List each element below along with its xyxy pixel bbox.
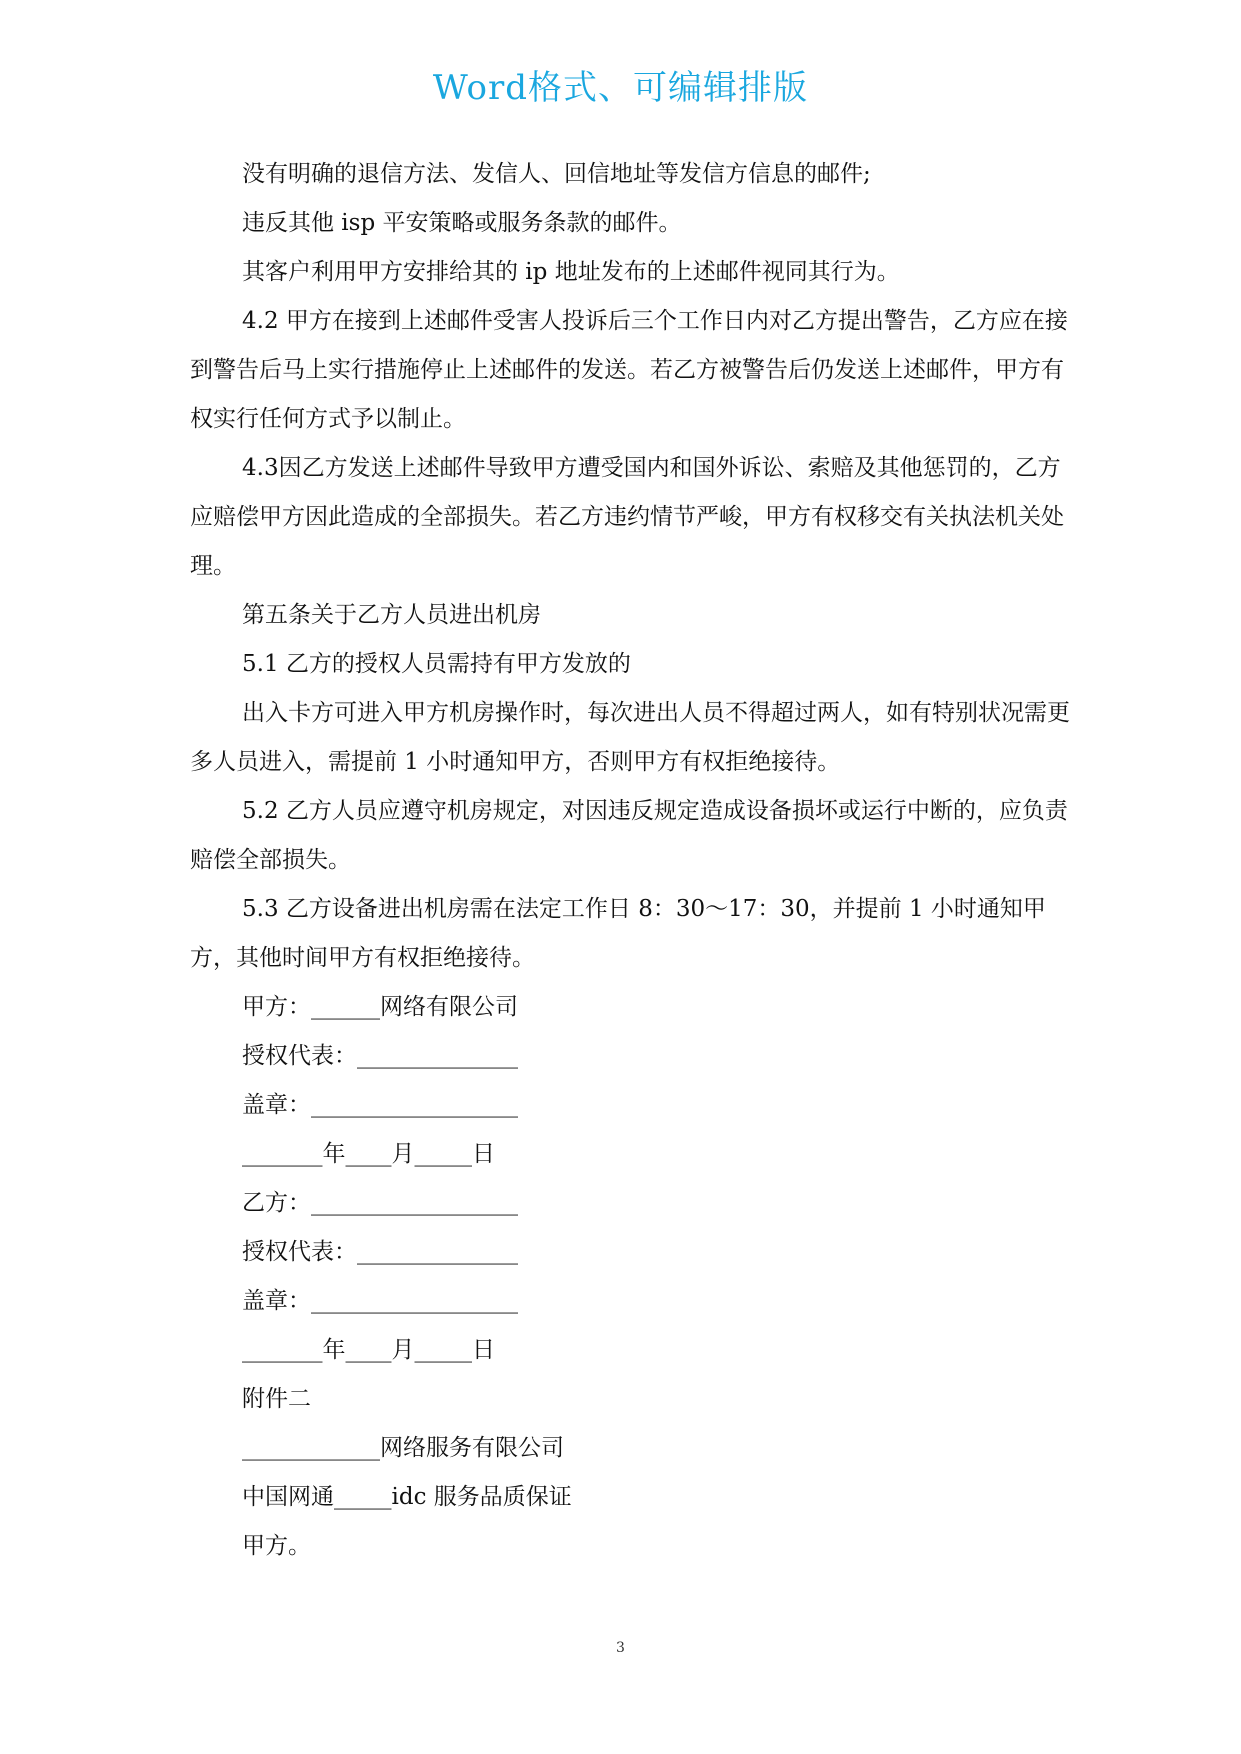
document-paragraph: 授权代表：______________ [242, 1239, 518, 1265]
document-paragraph: 授权代表：______________ [242, 1043, 518, 1069]
document-paragraph: 盖章：__________________ [242, 1288, 518, 1314]
page-header-title: Word格式、可编辑排版 [432, 68, 809, 108]
document-paragraph: _______年____月_____日 [242, 1337, 495, 1363]
document-paragraph: 盖章：__________________ [242, 1092, 518, 1118]
document-paragraph: 甲方：______网络有限公司 [242, 994, 518, 1020]
document-paragraph: 第五条关于乙方人员进出机房 [242, 602, 541, 628]
document-paragraph: 附件二 [242, 1386, 311, 1412]
document-paragraph: 乙方：__________________ [242, 1190, 518, 1216]
document-paragraph: 5.2 乙方人员应遵守机房规定，对因违反规定造成设备损坏或运行中断的，应负责赔偿全部损失。 [190, 798, 1068, 873]
document-paragraph: 5.1 乙方的授权人员需持有甲方发放的 [242, 651, 631, 677]
document-paragraph: 4.3因乙方发送上述邮件导致甲方遭受国内和国外诉讼、索赔及其他惩罚的，乙方应赔偿甲方因此造成的全部损失。若乙方违约情节严峻，甲方有权移交有关执法机关处理。 [190, 455, 1064, 579]
document-paragraph: 5.3 乙方设备进出机房需在法定工作日 8：30～17：30，并提前 1 小时通知甲方，其他时间甲方有权拒绝接待。 [190, 896, 1046, 971]
document-paragraph: 甲方。 [242, 1533, 311, 1559]
document-paragraph: 没有明确的退信方法、发信人、回信地址等发信方信息的邮件; [242, 161, 871, 187]
document-paragraph: ____________网络服务有限公司 [242, 1435, 564, 1461]
document-paragraph: 中国网通_____idc 服务品质保证 [242, 1484, 572, 1510]
document-paragraph: 4.2 甲方在接到上述邮件受害人投诉后三个工作日内对乙方提出警告，乙方应在接到警告后马上实行措施停止上述邮件的发送。若乙方被警告后仍发送上述邮件，甲方有权实行任何方式予以制止。 [190, 308, 1068, 432]
document-paragraph: 出入卡方可进入甲方机房操作时，每次进出人员不得超过两人，如有特别状况需更多人员进入，需提前 1 小时通知甲方，否则甲方有权拒绝接待。 [190, 700, 1070, 775]
document-body [190, 150, 1070, 1571]
document-paragraph: 违反其他 isp 平安策略或服务条款的邮件。 [242, 210, 682, 236]
page-number: 3 [616, 1640, 625, 1656]
document-paragraph: _______年____月_____日 [242, 1141, 495, 1167]
document-paragraph: 其客户利用甲方安排给其的 ip 地址发布的上述邮件视同其行为。 [242, 259, 900, 285]
